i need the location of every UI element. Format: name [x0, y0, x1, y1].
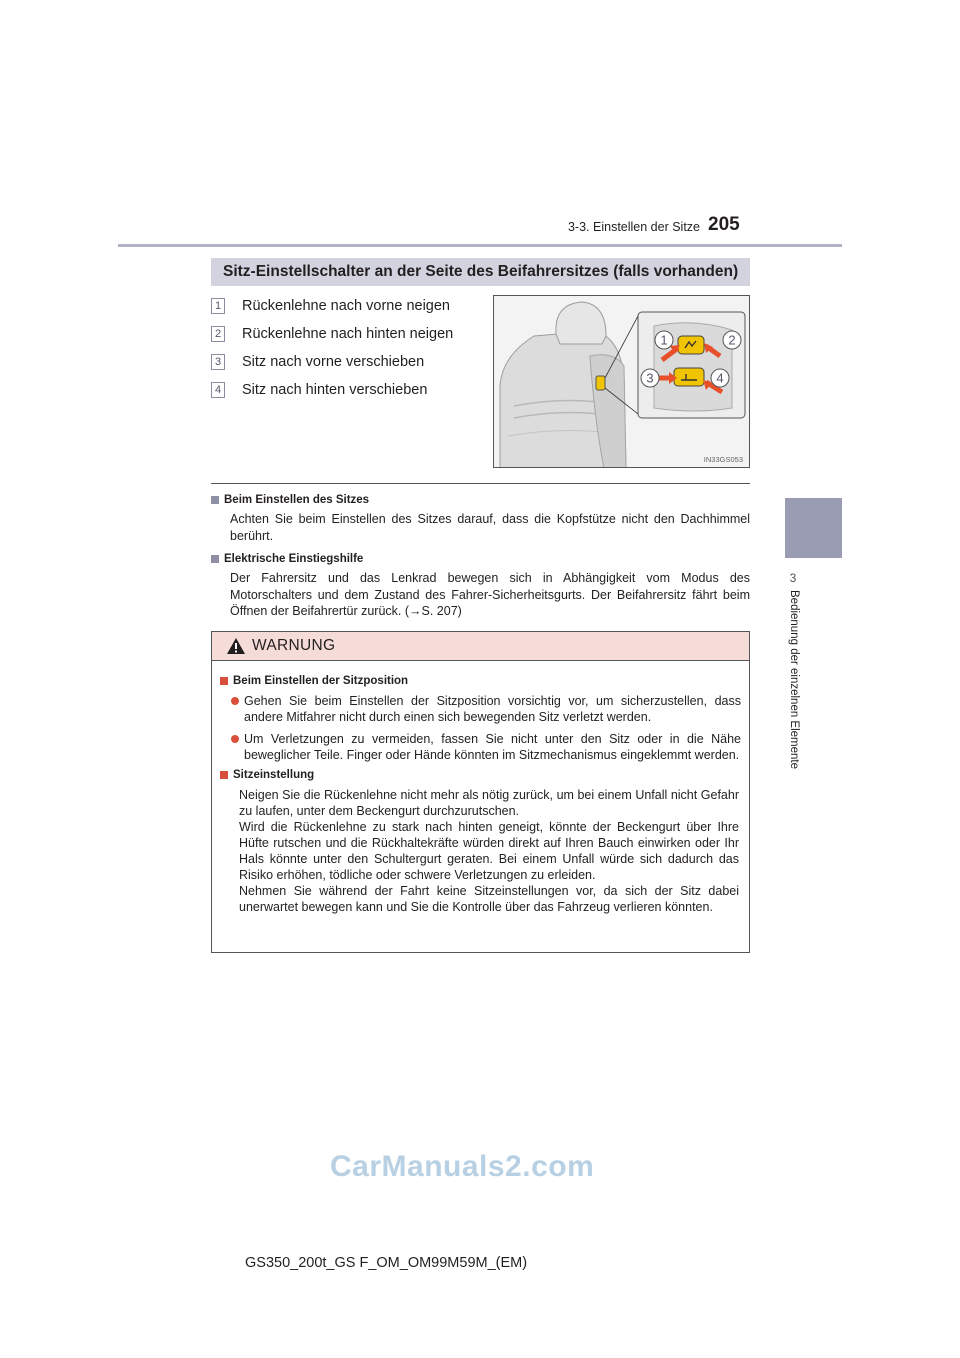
section-divider — [211, 483, 750, 484]
warning-header — [212, 632, 749, 661]
list-item — [211, 376, 481, 404]
chapter-title: Bedienung der einzelnen Elemente — [788, 590, 800, 770]
warning-bullet — [231, 693, 741, 725]
warning-box — [211, 631, 750, 953]
watermark: CarManuals2.com — [330, 1150, 595, 1183]
warning-bullet — [231, 731, 741, 763]
chapter-title-vertical — [786, 590, 800, 790]
note-text: Achten Sie beim Einstellen des Sitzes darauf, dass die Kopfstütze nicht den Dachhimmel berührt. — [230, 512, 750, 543]
note-title-text: Beim Einstellen des Sitzes — [224, 494, 370, 506]
warning-triangle-icon — [226, 637, 246, 655]
warning-paragraph: Nehmen Sie während der Fahrt keine Sitzeinstellungen vor, da sich der Sitz dabei unerwartet bewegen kann und Sie die Kontrolle über das Fahrzeug verlieren könnten. — [239, 884, 739, 914]
list-item — [211, 348, 481, 376]
header-section-title: 3-3. Einstellen der Sitze — [567, 220, 700, 234]
header-rule — [118, 244, 842, 247]
item-label: Sitz nach vorne verschieben — [242, 354, 425, 370]
note-title — [211, 494, 750, 506]
footer-manual-code: GS350_200t_GS F_OM_OM99M59M_(EM) — [245, 1255, 528, 1271]
warning-paragraph: Neigen Sie die Rückenlehne nicht mehr als nötig zurück, um bei einem Unfall nicht Gefahr zu laufen, unter dem Beckengurt durchzurutschen. — [239, 788, 739, 818]
note-easy-access — [211, 553, 750, 620]
note-title — [211, 553, 750, 565]
round-bullet-icon — [231, 735, 239, 743]
warning-bullet-text: Gehen Sie beim Einstellen der Sitzposition vorsichtig vor, um sicherzustellen, dass andere Mitfahrer nicht durch einen sich bewegenden Sitz verletzt werden. — [244, 694, 741, 724]
item-label: Rückenlehne nach vorne neigen — [242, 298, 450, 314]
item-label: Rückenlehne nach hinten neigen — [242, 326, 454, 342]
chapter-tab[interactable] — [785, 498, 842, 558]
warning-body — [212, 661, 749, 915]
seat-illustration-drawing — [494, 296, 750, 468]
warning-section-title — [220, 769, 741, 781]
note-title-text: Elektrische Einstiegshilfe — [224, 553, 364, 565]
round-bullet-icon — [231, 697, 239, 705]
switch-function-list — [211, 292, 481, 404]
callout-1: 1 — [660, 332, 668, 348]
item-number-badge: 2 — [211, 326, 225, 342]
square-bullet-icon — [211, 555, 219, 563]
list-item — [211, 292, 481, 320]
callout-2: 2 — [728, 332, 736, 348]
warning-title: WARNUNG — [252, 637, 336, 654]
square-bullet-icon — [211, 496, 219, 504]
warning-section-title — [220, 675, 741, 687]
section-heading: Sitz-Einstellschalter an der Seite des Beifahrersitzes (falls vorhanden) — [211, 258, 750, 286]
seat-switch-illustration — [493, 295, 750, 468]
note-seat-adjust — [211, 494, 750, 544]
callout-4: 4 — [716, 370, 724, 386]
warning-section-title-text: Sitzeinstellung — [233, 769, 315, 781]
page-number: 205 — [708, 214, 740, 235]
item-number-badge: 3 — [211, 354, 225, 370]
square-bullet-icon — [220, 677, 228, 685]
callout-3: 3 — [646, 370, 654, 386]
chapter-number: 3 — [789, 571, 797, 585]
warning-bullet-text: Um Verletzungen zu vermeiden, fassen Sie nicht unter den Sitz oder in die Nähe beweglicher Teile. Finger oder Hände könnten im Sitzmechanismus eingeklemmt werden. — [244, 732, 741, 762]
warning-paragraph: Wird die Rückenlehne zu stark nach hinten geneigt, könnte der Beckengurt über Ihre Hüfte rutschen und die Rückhaltekräfte würden direkt auf Ihren Bauch einwirken oder Ihr Hals könnte unter den Schultergurt geraten. Bei einem Unfall würde sich dadurch das Risiko erhöhen, tödliche oder schwere Verletzungen zu erleiden. — [239, 820, 739, 882]
warning-section-title-text: Beim Einstellen der Sitzposition — [233, 675, 409, 687]
item-number-badge: 4 — [211, 382, 225, 398]
list-item — [211, 320, 481, 348]
square-bullet-icon — [220, 771, 228, 779]
item-label: Sitz nach hinten verschieben — [242, 382, 428, 398]
figure-code: IN33GS053 — [703, 455, 743, 464]
note-text: Der Fahrersitz und das Lenkrad bewegen sich in Abhängigkeit vom Modus des Motorschalters und dem Zustand des Fahrer-Sicherheitsgurts. Der Beifahrersitz fährt beim Öffnen der Beifahrertür zurück. (→S. 207) — [230, 571, 750, 618]
item-number-badge: 1 — [211, 298, 225, 314]
